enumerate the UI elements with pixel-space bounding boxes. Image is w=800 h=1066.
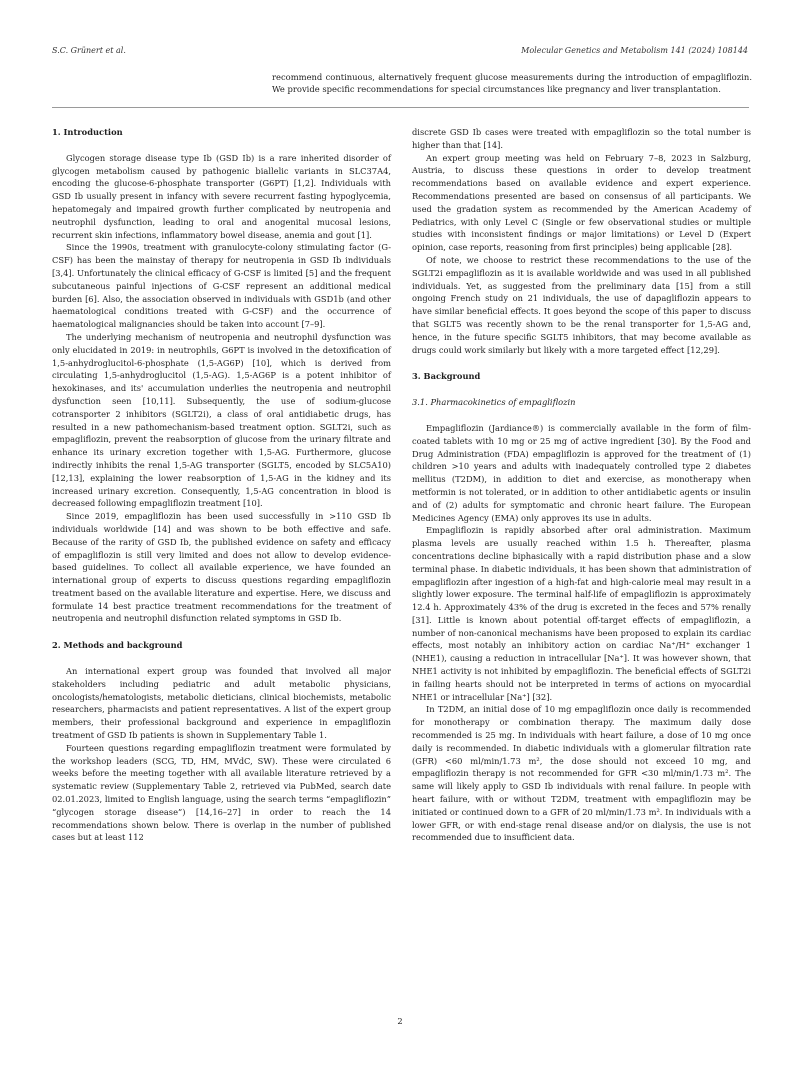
section-heading-methods: 2. Methods and background [52,640,183,651]
running-head-authors: S.C. Grünert et al. [52,46,126,55]
paragraph: Of note, we choose to restrict these recommendations to the use of the SGLT2i empagliflozin as it is available worldwide and was used in all published individuals. Yet, as suggested from the preliminary data [15] from a still ongoing French study on 21 individuals, the use of dapagliflozin appears to have similar beneficial effects. It goes beyond the scope of this paper to discuss that SGLT5 was recently shown to be the renal transporter for 1,5-AG and, hence, in the future specific SGLT5 inhibitors, that may become available as drugs could work similarly but likely with a more targeted effect [12,29]. [412,254,751,355]
paragraph: The underlying mechanism of neutropenia and neutrophil dysfunction was only elucidated in 2019: in neutrophils, G6PT is involved in the detoxification of 1,5-anhydroglucitol-6-phosphate (1,5-AG6P) [10], which is derived from circulating 1,5-anhydroglucitol (1,5-AG). 1,5-AG6P is a potent inhibitor of hexokinases, and its' accumulation underlies the neutropenia and neutrophil dysfunction seen [10,11]. Subsequently, the use of sodium-glucose cotransporter 2 inhibitors (SGLT2i), a class of oral antidiabetic drugs, has resulted in a new pathomechanism-based treatment option. SGLT2i, such as empagliflozin, prevent the reabsorption of glucose from the urinary filtrate and enhance its urinary excretion together with 1,5-AG. Furthermore, glucose indirectly inhibits the renal 1,5-AG transporter (SGLT5, encoded by SLC5A10) [12,13], explaining the lower reabsorption of 1,5-AG in the kidney and its increased urinary excretion. Consequently, 1,5-AG concentration in blood is decreased following empagliflozin treatment [10]. [52,331,391,509]
paragraph: In T2DM, an initial dose of 10 mg empagliflozin once daily is recommended for monotherapy or combination therapy. The maximum daily dose recommended is 25 mg. In individuals with heart failure, a dose of 10 mg once daily is recommended. In diabetic individuals with a glomerular filtration rate (GFR) <60 ml/min/1.73 m², the dose should not exceed 10 mg, and empagliflozin therapy is not recommended for GFR <30 ml/min/1.73 m². The same will likely apply to GSD Ib individuals with renal failure. In people with heart failure, with or without T2DM, treatment with empagliflozin may be initiated or continued down to a GFR of 20 ml/min/1.73 m². In individuals with a lower GFR, or with end-stage renal disease and/or on dialysis, the use is not recommended due to insufficient data. [412,704,751,843]
running-head-journal: Molecular Genetics and Metabolism 141 (2024) 108144 [521,46,748,55]
header-divider [52,107,749,108]
paragraph: Glycogen storage disease type Ib (GSD Ib) is a rare inherited disorder of glycogen metabolism caused by pathogenic biallelic variants in SLC37A4, encoding the glucose-6-phosphate transporter (G6PT) [1,2]. Individuals with GSD Ib usually present in infancy with severe recurrent fasting hypoglycemia, hepatomegaly and impaired growth further complicated by neutropenia and neutrophil dysfunction, leading to oral and anogenital mucosal lesions, recurrent skin infections, inflammatory bowel disease, anemia and gout [1]. [52,152,391,240]
abstract-continuation: recommend continuous, alternatively frequent glucose measurements during the introduction of empagliflozin. We provide specific recommendations for special circumstances like pregnancy and liver transplantation. [272,72,752,95]
paragraph: Empagliflozin (Jardiance®) is commercially available in the form of film-coated tablets with 10 mg or 25 mg of active ingredient [30]. By the Food and Drug Administration (FDA) empagliflozin is approved for the treatment of (1) children >10 years and adults with inadequately controlled type 2 diabetes mellitus (T2DM), in addition to diet and exercise, as monotherapy when metformin is not tolerated, or in addition to other antidiabetic agents or insulin and of (2) adults for symptomatic and chronic heart failure. The European Medicines Agency (EMA) only approves its use in adults. [412,422,751,523]
paragraph: An expert group meeting was held on February 7–8, 2023 in Salzburg, Austria, to discuss these questions in order to develop treatment recommendations based on available evidence and expert experience. Recommendations presented are based on consensus of all participants. We used the gradation system as recommended by the American Academy of Pediatrics, with only Level C (Single or few observational studies or multiple studies with inconsistent findings or major limitations) or Level D (Expert opinion, case reports, reasoning from first principles) being applicable [28]. [412,152,751,253]
right-column [412,126,751,844]
paragraph: Since the 1990s, treatment with granulocyte-colony stimulating factor (G-CSF) has been the mainstay of therapy for neutropenia in GSD Ib individuals [3,4]. Unfortunately the clinical efficacy of G-CSF is limited [5] and the frequent subcutaneous painful injections of G-CSF represent an additional medical burden [6]. Also, the association observed in individuals with GSD1b (and other haematological conditions treated with G-CSF) and the occurrence of haematological malignancies should be taken into account [7–9]. [52,242,391,330]
paragraph-continued: discrete GSD Ib cases were treated with empagliflozin so the total number is higher than that [14]. [412,127,751,150]
paragraph: Fourteen questions regarding empagliflozin treatment were formulated by the workshop leaders (SCG, TD, HM, MVdC, SW). These were circulated 6 weeks before the meeting together with all available literature retrieved by a systematic review (Supplementary Table 2, retrieved via PubMed, search date 02.01.2023, limited to English language, using the search terms “empagliflozin” “glycogen storage disease”) [14,16–27] in order to reach the 14 recommendations shown below. There is overlap in the number of published cases but at least 112 [52,742,391,843]
running-head [52,46,748,60]
paragraph: Empagliflozin is rapidly absorbed after oral administration. Maximum plasma levels are usually reached within 1.5 h. Thereafter, plasma concentrations decline biphasically with a rapid distribution phase and a slow terminal phase. In diabetic individuals, it has been shown that administration of empagliflozin after ingestion of a high-fat and high-calorie meal may result in a slightly lower exposure. The terminal half-life of empagliflozin is approximately 12.4 h. Approximately 43% of the drug is excreted in the feces and 57% renally [31]. Little is known about potential off-target effects of empagliflozin, a number of non-canonical mechanisms have been proposed to explain its cardiac effects, most notably an inhibitory action on cardiac Na⁺/H⁺ exchanger 1 (NHE1), causing a reduction in intracellular [Na⁺]. It was however shown, that NHE1 activity is not inhibited by empagliflozin. The beneficial effects of SGLT2i in failing hearts should not be interpreted in terms of actions on myocardial NHE1 or intracellular [Na⁺] [32]. [412,525,751,702]
paragraph: An international expert group was founded that involved all major stakeholders including pediatric and adult metabolic physicians, oncologists/hematologists, metabolic dieticians, clinical biochemists, metabolic researchers, pharmacists and patient representatives. A list of the expert group members, their professional background and experience in empagliflozin treatment of GSD Ib patients is shown in Supplementary Table 1. [52,666,391,741]
section-heading-introduction: 1. Introduction [52,127,123,137]
page-number: 2 [397,1016,403,1026]
paragraph: Since 2019, empagliflozin has been used successfully in >110 GSD Ib individuals worldwide [14] and was shown to be both effective and safe. Because of the rarity of GSD Ib, the published evidence on safety and efficacy of empagliflozin is still very limited and does not allow to develop evidence-based guidelines. To collect all available experience, we have founded an international group of experts to discuss questions regarding empagliflozin treatment based on the available literature and expertise. Here, we discuss and formulate 14 best practice treatment recommendations for the treatment of neutropenia and neutrophil disfunction related symptoms in GSD Ib. [52,511,391,624]
subsection-heading-pharmacokinetics: 3.1. Pharmacokinetics of empagliflozin [412,397,576,408]
left-column [52,126,391,844]
section-heading-background: 3. Background [412,371,481,382]
